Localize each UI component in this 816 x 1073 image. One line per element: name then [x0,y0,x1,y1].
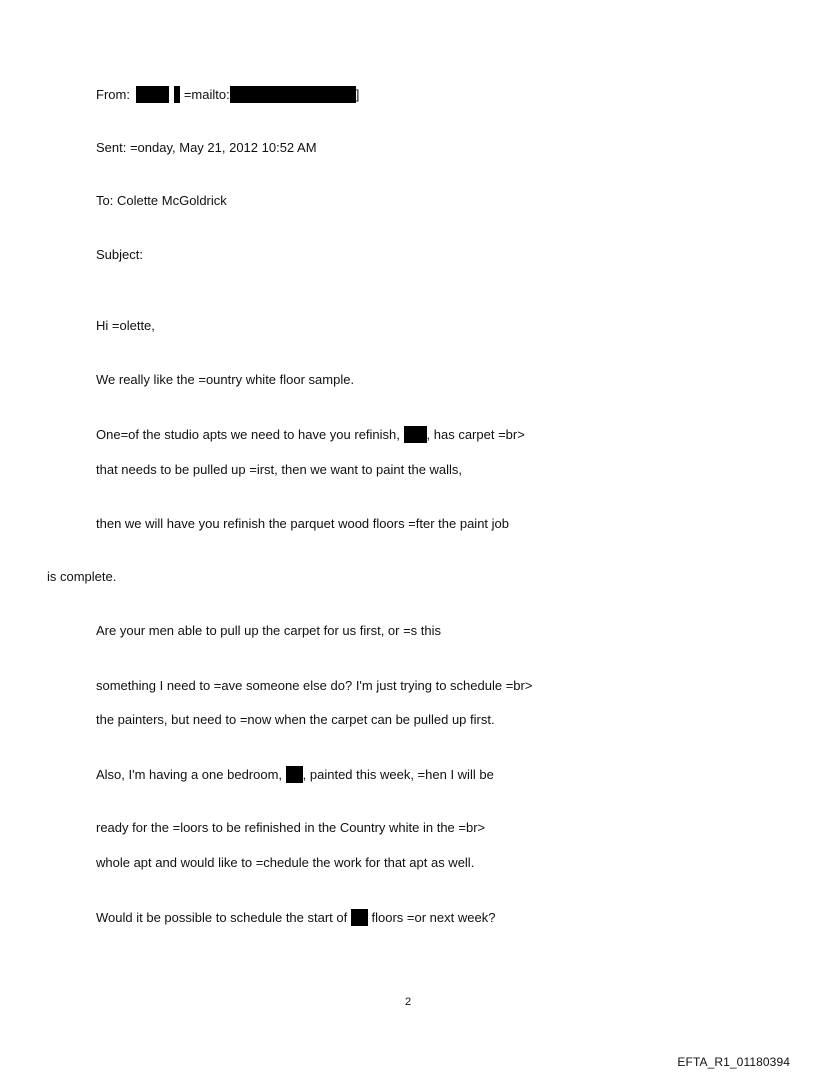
from-line [96,86,359,103]
redaction-block [351,909,368,926]
redaction-block [230,86,356,103]
body-line: is complete. [47,569,117,584]
body-line: something I need to =ave someone else do? I'm just trying to schedule =br> [96,678,533,693]
mailto-text: =mailto: [183,87,230,102]
body-line: the painters, but need to =now when the carpet can be pulled up first. [96,712,495,727]
body-line: then we will have you refinish the parquet wood floors =fter the paint job [96,516,509,531]
body-text: Also, I'm having a one bedroom, [96,767,283,782]
body-line: that needs to be pulled up =irst, then we want to paint the walls, [96,462,463,477]
redaction-block [174,86,180,103]
body-text: Would it be possible to schedule the start of [96,910,348,925]
body-text: floors =or next week? [371,910,496,925]
redaction-block [136,86,169,103]
body-line: whole apt and would like to =chedule the work for that apt as well. [96,855,475,870]
body-text: , painted this week, =hen I will be [302,767,494,782]
body-text: , has carpet =br> [426,427,525,442]
to-line: To: Colette McGoldrick [96,193,227,208]
sent-line: Sent: =onday, May 21, 2012 10:52 AM [96,140,317,155]
body-line: ready for the =loors to be refinished in the Country white in the =br> [96,820,486,835]
mailto-close: ] [355,87,360,102]
body-line: We really like the =ountry white floor sample. [96,372,355,387]
body-line [96,909,495,926]
body-line: Are your men able to pull up the carpet for us first, or =s this [96,623,442,638]
body-text: One=of the studio apts we need to have you refinish, [96,427,400,442]
page-number: 2 [404,996,412,1008]
redaction-block [404,426,427,443]
from-label: From: [96,87,130,102]
subject-line: Subject: [96,247,143,262]
redaction-block [286,766,303,783]
document-id: EFTA_R1_01180394 [677,1055,790,1069]
body-line [96,766,494,783]
greeting: Hi =olette, [96,318,155,333]
body-line [96,426,525,443]
